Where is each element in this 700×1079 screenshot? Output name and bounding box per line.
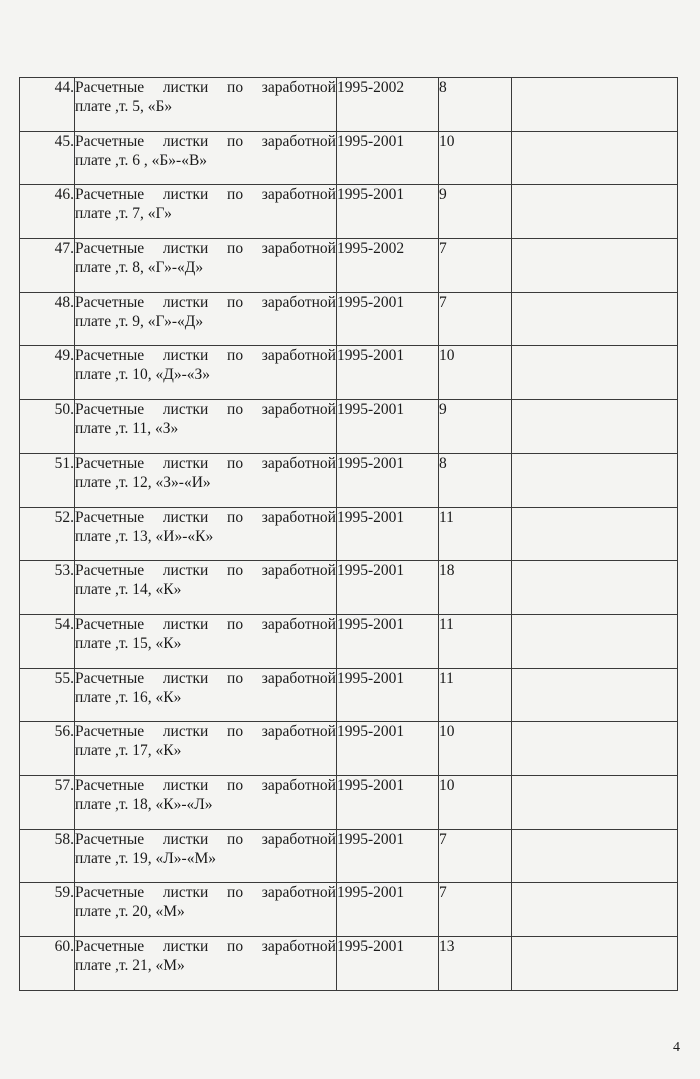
record-note <box>512 829 678 883</box>
record-title-word: Расчетные <box>75 562 145 580</box>
record-note <box>512 346 678 400</box>
record-title <box>75 775 337 829</box>
record-title <box>75 561 337 615</box>
row-number: 48. <box>20 292 75 346</box>
record-title <box>75 937 337 991</box>
table-row <box>20 829 678 883</box>
record-title <box>75 292 337 346</box>
row-number: 45. <box>20 131 75 185</box>
record-note <box>512 937 678 991</box>
record-title-word: заработной <box>261 938 336 955</box>
inventory-table <box>19 77 678 991</box>
record-title <box>75 507 337 561</box>
record-title-word: заработной <box>261 186 336 204</box>
record-title-word: по <box>227 401 244 419</box>
record-title-word: по <box>227 562 244 580</box>
record-title-word: заработной <box>261 884 336 902</box>
record-years: 1995-2002 <box>337 239 439 293</box>
record-title-word: Расчетные <box>75 884 145 902</box>
record-title-line1 <box>75 776 336 795</box>
record-note <box>512 185 678 239</box>
record-title-line2: плате ,т. 19, «Л»-«М» <box>75 849 216 867</box>
record-title-line1 <box>75 722 336 741</box>
table-row <box>20 292 678 346</box>
record-title-word: по <box>227 884 244 902</box>
row-number: 46. <box>20 185 75 239</box>
record-title-line1 <box>75 883 336 902</box>
row-number: 47. <box>20 239 75 293</box>
page-number: 4 <box>673 1040 680 1055</box>
record-title-word: листки <box>162 293 209 311</box>
record-title-line1 <box>75 78 336 97</box>
record-title-line2: плате ,т. 16, «К» <box>75 688 182 706</box>
row-number: 60. <box>20 937 75 991</box>
record-title-word: Расчетные <box>75 454 145 472</box>
record-title-line1 <box>75 346 336 365</box>
record-title-word: по <box>227 723 244 741</box>
record-sheet-count: 7 <box>439 239 512 293</box>
table-row <box>20 883 678 937</box>
table-row <box>20 346 678 400</box>
record-title-line2: плате ,т. 18, «К»-«Л» <box>75 795 213 813</box>
row-number: 56. <box>20 722 75 776</box>
record-title-line1 <box>75 185 336 204</box>
row-number: 52. <box>20 507 75 561</box>
record-title-word: листки <box>162 240 209 258</box>
record-title-line1 <box>75 615 336 634</box>
record-title <box>75 722 337 776</box>
record-title-word: заработной <box>261 830 336 848</box>
record-title-word: по <box>227 240 244 258</box>
record-title-line1 <box>75 239 336 258</box>
record-years: 1995-2001 <box>337 561 439 615</box>
record-sheet-count: 8 <box>439 78 512 132</box>
record-sheet-count: 11 <box>439 614 512 668</box>
record-title-word: листки <box>162 830 209 848</box>
record-title <box>75 883 337 937</box>
record-title-word: листки <box>162 669 209 687</box>
table-row <box>20 668 678 722</box>
record-years: 1995-2001 <box>337 346 439 400</box>
record-title-word: по <box>227 79 244 96</box>
record-title-line2: плате ,т. 15, «К» <box>75 634 182 652</box>
record-years: 1995-2001 <box>337 722 439 776</box>
record-years: 1995-2001 <box>337 292 439 346</box>
record-title-word: заработной <box>261 562 336 580</box>
table-row <box>20 775 678 829</box>
record-note <box>512 507 678 561</box>
record-years: 1995-2001 <box>337 829 439 883</box>
record-note <box>512 453 678 507</box>
row-number: 59. <box>20 883 75 937</box>
record-title-word: заработной <box>261 401 336 419</box>
table-row <box>20 507 678 561</box>
table-row <box>20 131 678 185</box>
row-number: 44. <box>20 78 75 132</box>
record-title-word: заработной <box>261 79 336 96</box>
table-row <box>20 400 678 454</box>
record-title-word: заработной <box>261 132 336 150</box>
record-sheet-count: 18 <box>439 561 512 615</box>
record-note <box>512 561 678 615</box>
record-title-word: по <box>227 830 244 848</box>
row-number: 58. <box>20 829 75 883</box>
record-title <box>75 185 337 239</box>
record-note <box>512 775 678 829</box>
record-note <box>512 400 678 454</box>
record-title-word: заработной <box>261 293 336 311</box>
record-sheet-count: 10 <box>439 722 512 776</box>
record-title-word: заработной <box>261 454 336 472</box>
record-years: 1995-2001 <box>337 400 439 454</box>
record-title-word: листки <box>162 776 209 794</box>
record-title-word: листки <box>162 132 209 150</box>
record-title-word: листки <box>162 938 209 955</box>
record-sheet-count: 10 <box>439 775 512 829</box>
record-title-word: листки <box>162 347 209 365</box>
record-title-word: по <box>227 454 244 472</box>
inventory-table-body <box>20 78 678 991</box>
row-number: 57. <box>20 775 75 829</box>
record-note <box>512 668 678 722</box>
record-sheet-count: 7 <box>439 829 512 883</box>
record-title-word: заработной <box>261 615 336 633</box>
record-title-line1 <box>75 937 336 956</box>
record-title-word: по <box>227 293 244 311</box>
record-title <box>75 453 337 507</box>
record-title <box>75 346 337 400</box>
record-title-line2: плате ,т. 11, «З» <box>75 420 179 438</box>
record-title-word: заработной <box>261 347 336 365</box>
table-row <box>20 937 678 991</box>
record-title-word: по <box>227 132 244 150</box>
record-title-word: листки <box>162 186 209 204</box>
record-title-word: по <box>227 508 244 526</box>
record-note <box>512 614 678 668</box>
record-title-word: Расчетные <box>75 132 145 150</box>
record-title-word: листки <box>162 508 209 526</box>
record-title-line1 <box>75 132 336 151</box>
table-row <box>20 185 678 239</box>
record-title-line1 <box>75 293 336 312</box>
record-years: 1995-2001 <box>337 668 439 722</box>
record-note <box>512 131 678 185</box>
record-title-line2: плате ,т. 6 , «Б»-«В» <box>75 151 208 169</box>
record-sheet-count: 13 <box>439 937 512 991</box>
record-title-word: по <box>227 776 244 794</box>
record-title-word: Расчетные <box>75 186 145 204</box>
record-title-word: заработной <box>261 669 336 687</box>
record-title-word: Расчетные <box>75 723 145 741</box>
record-title-word: Расчетные <box>75 79 145 96</box>
record-title-word: листки <box>162 454 209 472</box>
record-note <box>512 78 678 132</box>
record-title-word: Расчетные <box>75 240 145 258</box>
record-title-word: заработной <box>261 240 336 258</box>
record-title-word: листки <box>162 884 209 902</box>
record-title-word: заработной <box>261 723 336 741</box>
record-title-line2: плате ,т. 12, «З»-«И» <box>75 473 211 491</box>
record-title-word: Расчетные <box>75 776 145 794</box>
record-title-word: Расчетные <box>75 615 145 633</box>
record-title-line2: плате ,т. 8, «Г»-«Д» <box>75 259 204 277</box>
record-title <box>75 400 337 454</box>
record-years: 1995-2001 <box>337 775 439 829</box>
record-title-line2: плате ,т. 14, «К» <box>75 581 182 599</box>
record-title <box>75 614 337 668</box>
record-title-word: Расчетные <box>75 830 145 848</box>
record-title <box>75 239 337 293</box>
record-title-word: по <box>227 347 244 365</box>
record-sheet-count: 10 <box>439 131 512 185</box>
record-note <box>512 722 678 776</box>
record-sheet-count: 9 <box>439 185 512 239</box>
record-title <box>75 131 337 185</box>
record-title-line1 <box>75 508 336 527</box>
record-title <box>75 668 337 722</box>
record-title-line2: плате ,т. 13, «И»-«К» <box>75 527 214 545</box>
row-number: 50. <box>20 400 75 454</box>
record-title-line2: плате ,т. 20, «М» <box>75 903 185 921</box>
row-number: 51. <box>20 453 75 507</box>
record-years: 1995-2001 <box>337 131 439 185</box>
record-title-line1 <box>75 561 336 580</box>
record-note <box>512 239 678 293</box>
record-years: 1995-2001 <box>337 185 439 239</box>
record-title-word: листки <box>162 79 209 96</box>
record-title-line2: плате ,т. 21, «М» <box>75 957 185 974</box>
record-sheet-count: 7 <box>439 292 512 346</box>
row-number: 55. <box>20 668 75 722</box>
record-years: 1995-2001 <box>337 883 439 937</box>
table-row <box>20 78 678 132</box>
record-title-word: Расчетные <box>75 669 145 687</box>
record-title-word: Расчетные <box>75 938 145 955</box>
record-title-line2: плате ,т. 7, «Г» <box>75 205 172 223</box>
record-sheet-count: 9 <box>439 400 512 454</box>
record-sheet-count: 10 <box>439 346 512 400</box>
record-title <box>75 78 337 132</box>
record-sheet-count: 11 <box>439 507 512 561</box>
record-title-line2: плате ,т. 9, «Г»-«Д» <box>75 312 204 330</box>
table-row <box>20 453 678 507</box>
record-title-word: по <box>227 186 244 204</box>
record-title-word: Расчетные <box>75 347 145 365</box>
table-row <box>20 722 678 776</box>
record-sheet-count: 11 <box>439 668 512 722</box>
record-title-word: по <box>227 938 244 955</box>
record-title-word: Расчетные <box>75 401 145 419</box>
row-number: 54. <box>20 614 75 668</box>
table-row <box>20 239 678 293</box>
record-title-word: Расчетные <box>75 293 145 311</box>
record-title-word: Расчетные <box>75 508 145 526</box>
record-note <box>512 883 678 937</box>
record-title-word: листки <box>162 562 209 580</box>
record-title-word: листки <box>162 615 209 633</box>
record-title-line1 <box>75 454 336 473</box>
record-title-word: листки <box>162 401 209 419</box>
table-row <box>20 614 678 668</box>
record-title-word: по <box>227 615 244 633</box>
record-title-line2: плате ,т. 10, «Д»-«З» <box>75 366 211 384</box>
record-title-line2: плате ,т. 5, «Б» <box>75 98 173 115</box>
record-title-word: по <box>227 669 244 687</box>
row-number: 49. <box>20 346 75 400</box>
record-note <box>512 292 678 346</box>
record-years: 1995-2002 <box>337 78 439 132</box>
row-number: 53. <box>20 561 75 615</box>
record-title-line1 <box>75 669 336 688</box>
record-title-word: листки <box>162 723 209 741</box>
record-title-line1 <box>75 830 336 849</box>
record-title-word: заработной <box>261 776 336 794</box>
record-years: 1995-2001 <box>337 507 439 561</box>
record-years: 1995-2001 <box>337 453 439 507</box>
record-sheet-count: 7 <box>439 883 512 937</box>
record-sheet-count: 8 <box>439 453 512 507</box>
table-row <box>20 561 678 615</box>
record-years: 1995-2001 <box>337 614 439 668</box>
record-title <box>75 829 337 883</box>
record-title-line2: плате ,т. 17, «К» <box>75 742 182 760</box>
record-title-line1 <box>75 400 336 419</box>
record-title-word: заработной <box>261 508 336 526</box>
record-years: 1995-2001 <box>337 937 439 991</box>
